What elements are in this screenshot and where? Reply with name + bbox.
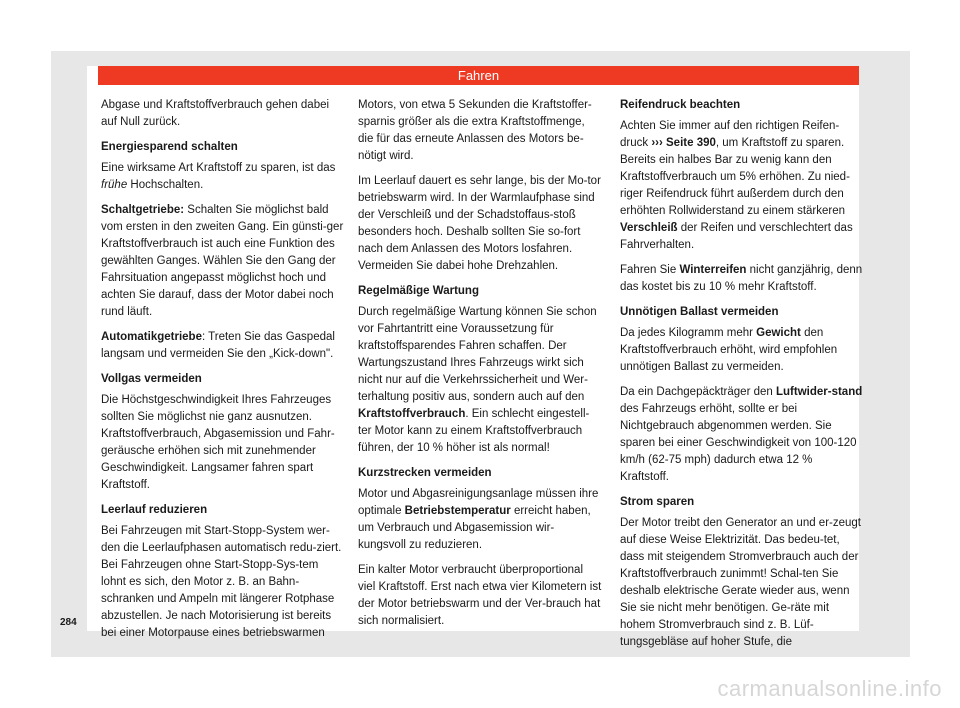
paragraph: Eine wirksame Art Kraftstoff zu sparen, ist das frühe Hochschalten. bbox=[101, 162, 336, 191]
watermark: carmanualsonline.info bbox=[717, 676, 942, 701]
paragraph: Da jedes Kilogramm mehr Gewicht den Kraftstoffverbrauch erhöht, wird empfohlen unnötigen Ballast zu vermeiden. bbox=[620, 327, 838, 373]
paragraph: Die Höchstgeschwindigkeit Ihres Fahrzeuges sollten Sie möglichst nie ganz ausnutzen. Kraftstoffverbrauch, Abgasemission und Fahr-geräusche erhöhen sich mit zunehmender Geschwindigkeit. Langsamer fahren spart Kraftstoff. bbox=[101, 394, 335, 491]
paragraph: Bei Fahrzeugen mit Start-Stopp-System wer-den die Leerlaufphasen automatisch redu-ziert. Bei Fahrzeugen ohne Start-Stopp-Sys-tem lohnt es sich, den Motor z. B. an Bahn-schranken und Ampeln mit längerer Rotphase abzustellen. Je nach Motorisierung ist bereits bei einer Motorpause eines betriebswarmen bbox=[101, 525, 342, 639]
subheading: Unnötigen Ballast vermeiden bbox=[620, 306, 779, 318]
paragraph: Automatikgetriebe: Treten Sie das Gaspedal langsam und vermeiden Sie den „Kick-down". bbox=[101, 331, 335, 360]
page-number: 284 bbox=[60, 617, 77, 628]
paragraph: Motor und Abgasreinigungsanlage müssen ihre optimale Betriebstemperatur erreicht haben, um Verbrauch und Abgasemission wir-kungsvoll zu reduzieren. bbox=[358, 488, 599, 551]
paragraph: Abgase und Kraftstoffverbrauch gehen dabei auf Null zurück. bbox=[101, 99, 330, 128]
text-column-2 bbox=[358, 97, 602, 638]
paragraph: Achten Sie immer auf den richtigen Reifen-druck ››› Seite 390, um Kraftstoff zu sparen. Bereits ein halbes Bar zu wenig kann den Kraftstoffverbrauch um 5% erhöhen. Zu nied-riger Reifendruck führt außerdem durch den erhöhten Rollwiderstand zu einem stärkeren Verschleiß der Reifen und verschlechtert das Fahrverhalten. bbox=[620, 120, 853, 251]
paragraph: Im Leerlauf dauert es sehr lange, bis der Mo-tor betriebswarm wird. In der Warmlaufphase sind der Verschleiß und der Schadstoffaus-stoß besonders hoch. Deshalb sollten Sie so-fort nach dem Anlassen des Motors losfahren. Vermeiden Sie dabei hohe Drehzahlen. bbox=[358, 175, 601, 272]
paragraph: Durch regelmäßige Wartung können Sie schon vor Fahrtantritt eine Voraussetzung für kraftstoffsparendes Fahren schaffen. Der Wartungszustand Ihres Fahrzeugs wirkt sich nicht nur auf die Verkehrssicherheit und Wer-terhaltung positiv aus, sondern auch auf den Kraftstoffverbrauch. Ein schlecht eingestell-ter Motor kann zu einem Kraftstoffverbrauch führen, der 10 % höher ist als normal! bbox=[358, 306, 597, 454]
subheading: Energiesparend schalten bbox=[101, 141, 238, 153]
subheading: Vollgas vermeiden bbox=[101, 373, 202, 385]
subheading: Regelmäßige Wartung bbox=[358, 285, 479, 297]
paragraph: Schaltgetriebe: Schalten Sie möglichst bald vom ersten in den zweiten Gang. Ein günsti-ger Kraftstoffverbrauch ist auch eine Funktion des gewählten Ganges. Wählen Sie den Gang der Fahrsituation angepasst möglichst hoch und achten Sie darauf, dass der Motor dabei noch rund läuft. bbox=[101, 204, 344, 318]
subheading: Kurzstrecken vermeiden bbox=[358, 467, 492, 479]
page-reference-link[interactable]: ››› Seite 390 bbox=[651, 137, 716, 149]
subheading: Reifendruck beachten bbox=[620, 99, 741, 111]
paragraph: Da ein Dachgepäckträger den Luftwider-stand des Fahrzeugs erhöht, sollte er bei Nichtgebrauch abgenommen werden. Sie sparen bei einer Geschwindigkeit von 100-120 km/h (62-75 mph) dadurch etwa 12 % Kraftstoff. bbox=[620, 386, 863, 483]
paragraph: Fahren Sie Winterreifen nicht ganzjährig, denn das kostet bis zu 10 % mehr Kraftstoff. bbox=[620, 264, 863, 293]
text-column-3 bbox=[620, 97, 864, 659]
paragraph: Der Motor treibt den Generator an und er-zeugt auf diese Weise Elektrizität. Das bedeu-tet, dass mit steigendem Stromverbrauch auch der Kraftstoffverbrauch zunimmt! Schal-ten Sie deshalb elektrische Gerate wieder aus, wenn Sie sie nicht mehr benötigen. Ge-räte mit hohem Stromverbrauch sind z. B. Lüf-tungsgebläse auf hoher Stufe, die bbox=[620, 517, 861, 648]
section-header: Fahren bbox=[98, 66, 859, 85]
paragraph: Ein kalter Motor verbraucht überproportional viel Kraftstoff. Erst nach etwa vier Kilometern ist der Motor betriebswarm und der Ver-brauch hat sich normalisiert. bbox=[358, 564, 602, 627]
paragraph: Motors, von etwa 5 Sekunden die Kraftstoffer-sparnis größer als die extra Kraftstoffmenge, die für das erneute Anlassen des Motors be-nötigt wird. bbox=[358, 99, 592, 162]
text-column-1 bbox=[101, 97, 345, 650]
subheading: Leerlauf reduzieren bbox=[101, 504, 208, 516]
subheading: Strom sparen bbox=[620, 496, 695, 508]
